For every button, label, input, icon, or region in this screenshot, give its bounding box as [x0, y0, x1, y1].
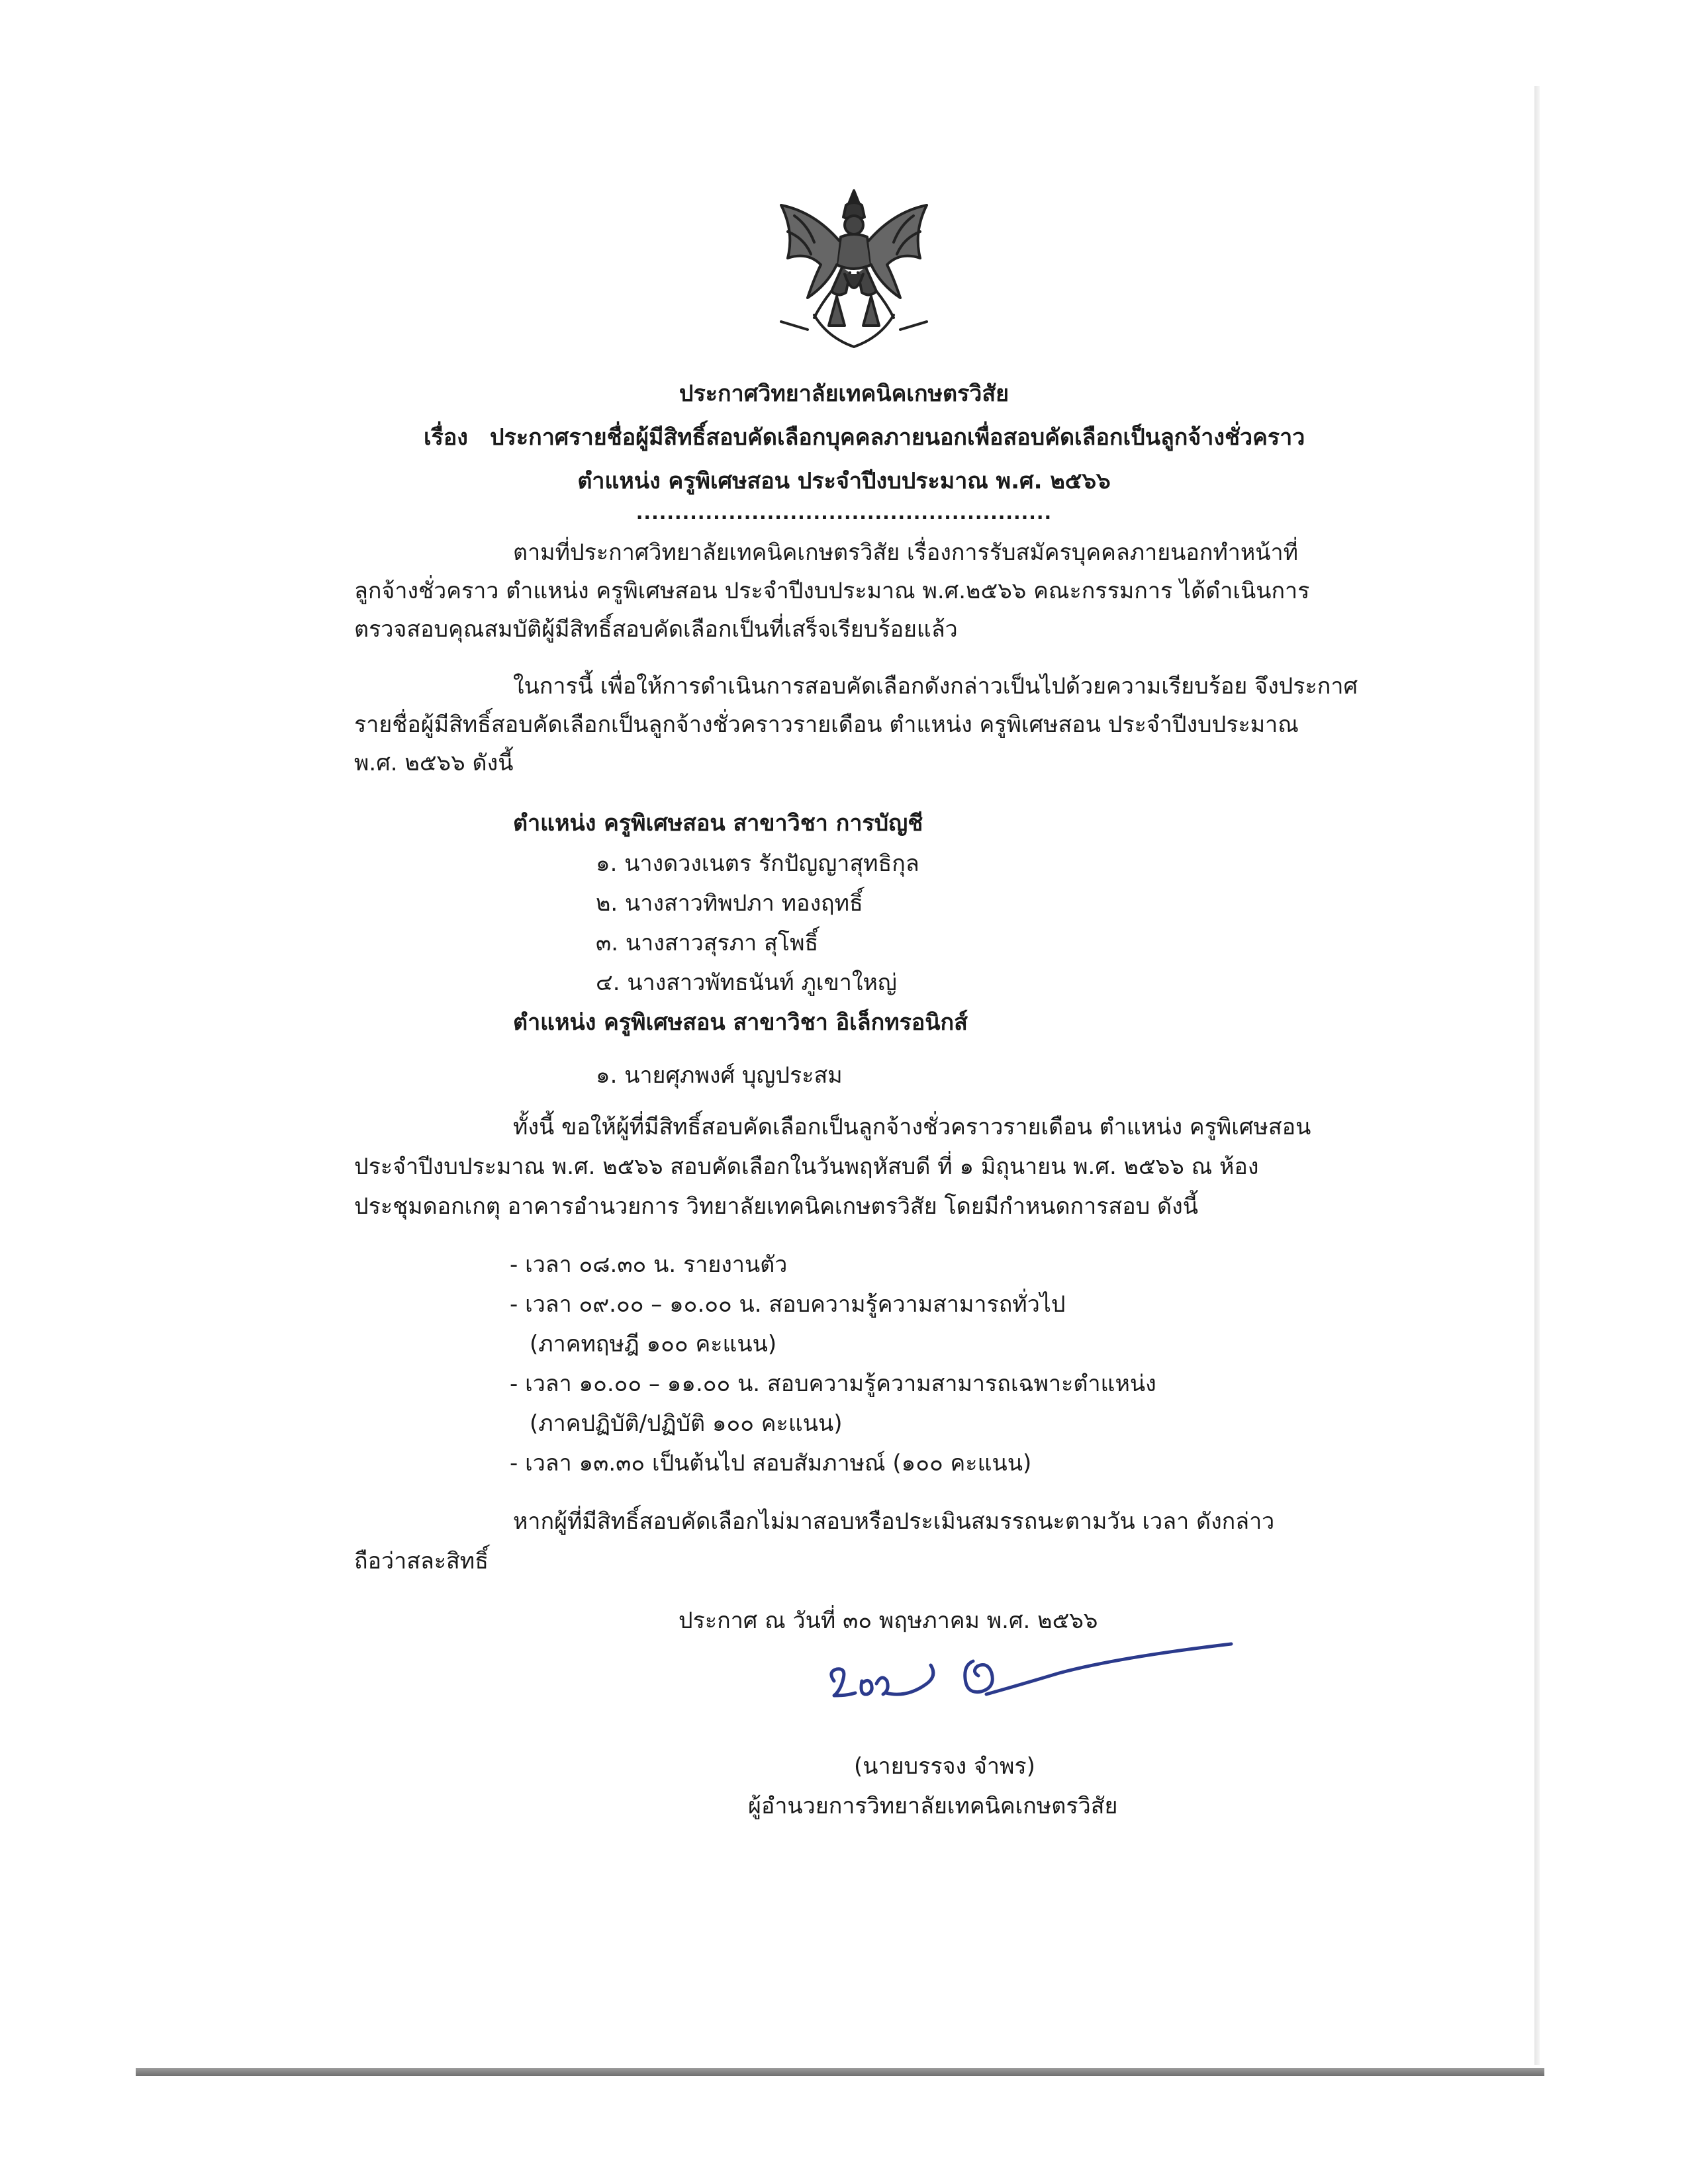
signatory-name: (นายบรรจง จำพร) — [854, 1753, 1035, 1780]
paragraph-3-line-1: ทั้งนี้ ขอให้ผู้ที่มีสิทธิ์สอบคัดเลือกเป็นลูกจ้างชั่วคราวรายเดือน ตำแหน่ง ครูพิเศษสอน — [513, 1114, 1311, 1140]
announcement-date: ประกาศ ณ วันที่ ๓๐ พฤษภาคม พ.ศ. ๒๕๖๖ — [679, 1608, 1098, 1634]
schedule-item-note: (ภาคทฤษฎี ๑๐๐ คะแนน) — [530, 1331, 777, 1357]
position-accounting-title: ตำแหน่ง ครูพิเศษสอน สาขาวิชา การบัญชี — [513, 810, 923, 837]
candidate-item: ๓. นางสาวสุรภา สุโพธิ์ — [596, 930, 819, 956]
candidate-item: ๔. นางสาวพัทธนันท์ ภูเขาใหญ่ — [596, 970, 897, 996]
schedule-item: - เวลา ๑๐.๐๐ – ๑๑.๐๐ น. สอบความรู้ความสามารถเฉพาะตำแหน่ง — [510, 1371, 1156, 1397]
paragraph-2-line-1: ในการนี้ เพื่อให้การดำเนินการสอบคัดเลือกดังกล่าวเป็นไปด้วยความเรียบร้อย จึงประกาศ — [513, 673, 1358, 700]
candidate-item: ๒. นางสาวทิพปภา ทองฤทธิ์ — [596, 890, 863, 917]
paragraph-3-line-3: ประชุมดอกเกตุ อาคารอำนวยการ วิทยาลัยเทคนิคเกษตรวิสัย โดยมีกำหนดการสอบ ดังนี้ — [354, 1193, 1198, 1220]
paragraph-4-line-1: หากผู้ที่มีสิทธิ์สอบคัดเลือกไม่มาสอบหรือประเมินสมรรถนะตามวัน เวลา ดังกล่าว — [513, 1508, 1275, 1535]
candidate-item: ๑. นางดวงเนตร รักปัญญาสุทธิกุล — [596, 850, 919, 877]
schedule-item-note: (ภาคปฏิบัติ/ปฏิบัติ ๑๐๐ คะแนน) — [530, 1410, 843, 1437]
signatory-position: ผู้อำนวยการวิทยาลัยเทคนิคเกษตรวิสัย — [748, 1793, 1118, 1819]
schedule-item: - เวลา ๐๙.๐๐ – ๑๐.๐๐ น. สอบความรู้ความสามารถทั่วไป — [510, 1291, 1066, 1318]
garuda-emblem-icon — [768, 185, 940, 351]
schedule-item: - เวลา ๑๓.๓๐ เป็นต้นไป สอบสัมภาษณ์ (๑๐๐ คะแนน) — [510, 1450, 1032, 1477]
signature-icon — [808, 1635, 1244, 1721]
announcement-title: ประกาศวิทยาลัยเทคนิคเกษตรวิสัย — [679, 381, 1009, 407]
page-edge-bottom — [136, 2068, 1544, 2076]
subject-text: ประกาศรายชื่อผู้มีสิทธิ์สอบคัดเลือกบุคคลภายนอกเพื่อสอบคัดเลือกเป็นลูกจ้างชั่วคราว — [490, 424, 1305, 451]
paragraph-2-line-2: รายชื่อผู้มีสิทธิ์สอบคัดเลือกเป็นลูกจ้างชั่วคราวรายเดือน ตำแหน่ง ครูพิเศษสอน ประจำปีงบประมาณ — [354, 711, 1299, 738]
candidate-item: ๑. นายศุภพงศ์ บุญประสม — [596, 1062, 843, 1089]
paragraph-4-line-2: ถือว่าสละสิทธิ์ — [354, 1548, 489, 1574]
subject-label: เรื่อง — [424, 424, 468, 451]
position-electronics-title: ตำแหน่ง ครูพิเศษสอน สาขาวิชา อิเล็กทรอนิกส์ — [513, 1009, 968, 1036]
paragraph-2-line-3: พ.ศ. ๒๕๖๖ ดังนี้ — [354, 750, 514, 776]
paragraph-1-line-3: ตรวจสอบคุณสมบัติผู้มีสิทธิ์สอบคัดเลือกเป็นที่เสร็จเรียบร้อยแล้ว — [354, 616, 958, 643]
separator: ...................................................... — [635, 502, 1053, 523]
paragraph-1-line-2: ลูกจ้างชั่วคราว ตำแหน่ง ครูพิเศษสอน ประจำปีงบประมาณ พ.ศ.๒๕๖๖ คณะกรรมการ ได้ดำเนินการ — [354, 578, 1310, 604]
paragraph-1-line-1: ตามที่ประกาศวิทยาลัยเทคนิคเกษตรวิสัย เรื่องการรับสมัครบุคคลภายนอกทำหน้าที่ — [513, 539, 1299, 566]
paragraph-3-line-2: ประจำปีงบประมาณ พ.ศ. ๒๕๖๖ สอบคัดเลือกในวันพฤหัสบดี ที่ ๑ มิถุนายน พ.ศ. ๒๕๖๖ ณ ห้อง — [354, 1154, 1259, 1180]
schedule-item: - เวลา ๐๘.๓๐ น. รายงานตัว — [510, 1251, 788, 1278]
subject-line-2: ตำแหน่ง ครูพิเศษสอน ประจำปีงบประมาณ พ.ศ. ๒๕๖๖ — [577, 468, 1111, 494]
